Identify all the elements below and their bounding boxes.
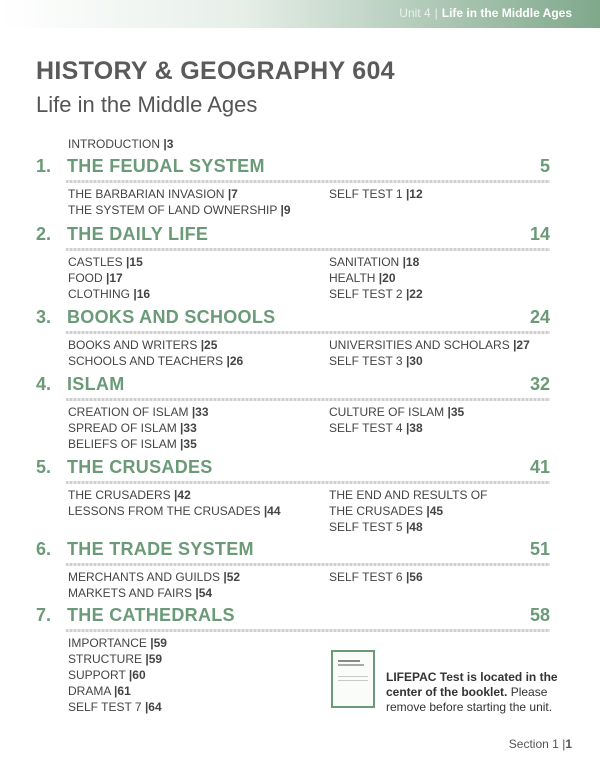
toc-entry-page: |15 — [126, 255, 143, 269]
toc-entry-page: |54 — [195, 586, 213, 600]
toc-entry-page: |30 — [405, 354, 423, 368]
section-number: 1. — [36, 156, 52, 176]
section-title: ISLAM — [67, 374, 125, 394]
section-divider — [66, 398, 550, 401]
toc-entry[interactable] — [68, 683, 167, 699]
toc-entry-page: |18 — [402, 255, 420, 269]
toc-entry-label: CLOTHING — [68, 287, 131, 301]
toc-entry[interactable] — [68, 353, 243, 369]
toc-entry-label: SELF TEST 1 — [329, 187, 403, 201]
section-page-number: 41 — [529, 457, 550, 477]
toc-entry[interactable] — [68, 202, 291, 218]
toc-entry-page: |17 — [106, 271, 123, 285]
section-heading[interactable] — [36, 224, 550, 248]
footer-separator: | — [562, 737, 566, 751]
header-text — [399, 6, 572, 20]
toc-entry-page: |9 — [280, 203, 291, 217]
toc-entry[interactable] — [68, 635, 167, 651]
toc-entry[interactable] — [329, 503, 487, 519]
section-heading[interactable] — [36, 539, 550, 563]
toc-entry-page: |25 — [200, 338, 218, 352]
section-number: 2. — [36, 224, 52, 244]
toc-entry-label: THE SYSTEM OF LAND OWNERSHIP — [68, 203, 278, 217]
toc-entry[interactable] — [329, 254, 423, 270]
toc-entry-page: |64 — [144, 700, 162, 714]
toc-entry-page: |7 — [227, 187, 238, 201]
toc-entry[interactable] — [68, 186, 291, 202]
entries-column-left — [68, 569, 240, 601]
section-number: 3. — [36, 307, 52, 327]
toc-entry-label: SCHOOLS AND TEACHERS — [68, 354, 224, 368]
toc-entry-label: THE CRUSADERS — [68, 488, 171, 502]
entries-column-left — [68, 254, 150, 302]
toc-entry[interactable] — [68, 404, 209, 420]
introduction-entry[interactable] — [68, 137, 173, 151]
toc-entry-label: MARKETS AND FAIRS — [68, 586, 193, 600]
toc-entry[interactable] — [68, 436, 209, 452]
section-3 — [36, 307, 550, 368]
toc-entry-page: |26 — [226, 354, 244, 368]
header-unit: Unit 4 — [399, 6, 431, 20]
section-title: THE FEUDAL SYSTEM — [67, 156, 265, 176]
section-2 — [36, 224, 550, 301]
toc-entry[interactable] — [68, 503, 281, 519]
section-title: THE CATHEDRALS — [67, 605, 235, 625]
toc-entry-page: |35 — [180, 437, 197, 451]
toc-entry[interactable] — [68, 585, 240, 601]
toc-entry-label: BELIEFS OF ISLAM — [68, 437, 177, 451]
page-footer — [509, 737, 572, 751]
toc-entry-label: SANITATION — [329, 255, 400, 269]
toc-entry-page: |60 — [128, 668, 146, 682]
entries-column-right — [329, 487, 487, 535]
entries-column-right — [329, 186, 423, 202]
toc-entry[interactable] — [329, 270, 423, 286]
page-subtitle: Life in the Middle Ages — [36, 92, 258, 117]
toc-entry-label: UNIVERSITIES AND SCHOLARS — [329, 338, 510, 352]
toc-entry-label: HEALTH — [329, 271, 376, 285]
toc-entry-page: |20 — [378, 271, 396, 285]
section-divider — [66, 331, 550, 334]
section-title: BOOKS AND SCHOOLS — [67, 307, 276, 327]
header-title: Life in the Middle Ages — [441, 6, 572, 20]
section-divider — [66, 629, 550, 632]
entries-column-left — [68, 635, 167, 715]
section-page-number: 51 — [529, 539, 550, 559]
toc-entry-page: |45 — [426, 504, 444, 518]
toc-entry-label: SELF TEST 5 — [329, 520, 403, 534]
toc-entry[interactable] — [68, 337, 243, 353]
section-title: THE TRADE SYSTEM — [67, 539, 254, 559]
toc-entry[interactable] — [68, 667, 167, 683]
toc-entry-label: BOOKS AND WRITERS — [68, 338, 198, 352]
lifepac-note-rest: Please remove before starting the unit. — [386, 685, 553, 714]
toc-entry[interactable] — [329, 519, 487, 535]
section-heading[interactable] — [36, 156, 550, 180]
footer-label: Section 1 — [508, 737, 559, 751]
toc-entry-label: FOOD — [68, 271, 103, 285]
toc-entry-label: CULTURE OF ISLAM — [329, 405, 445, 419]
toc-entry-page: |42 — [174, 488, 191, 502]
toc-entry-label: SELF TEST 7 — [68, 700, 142, 714]
section-title: THE DAILY LIFE — [67, 224, 209, 244]
toc-entry-label: CASTLES — [68, 255, 123, 269]
toc-entry-label: DRAMA — [68, 684, 111, 698]
toc-entry-label: THE BARBARIAN INVASION — [68, 187, 225, 201]
toc-entry-label: STRUCTURE — [68, 652, 142, 666]
section-number: 7. — [36, 605, 52, 625]
toc-entry-label: SPREAD OF ISLAM — [68, 421, 177, 435]
entries-column-right — [329, 404, 464, 436]
section-divider — [66, 180, 550, 183]
section-page-number: 24 — [529, 307, 550, 327]
section-6 — [36, 539, 550, 600]
toc-entry-page: |33 — [180, 421, 197, 435]
toc-entry-page: |12 — [405, 187, 423, 201]
footer-page-number: 1 — [565, 737, 572, 751]
toc-entry[interactable] — [68, 699, 167, 715]
toc-entry-label: SELF TEST 2 — [329, 287, 403, 301]
header-bar — [0, 0, 600, 28]
toc-entry[interactable] — [329, 404, 464, 420]
toc-entry-page: |22 — [405, 287, 423, 301]
entries-column-right — [329, 254, 423, 302]
section-heading[interactable] — [36, 605, 550, 629]
toc-entry-label: SUPPORT — [68, 668, 126, 682]
toc-entry-label: THE CRUSADES — [329, 504, 424, 518]
section-1 — [36, 156, 550, 217]
toc-entry[interactable] — [68, 254, 150, 270]
toc-entry-page: |27 — [513, 338, 530, 352]
section-divider — [66, 481, 550, 484]
entries-column-left — [68, 186, 291, 218]
toc-entry[interactable] — [68, 270, 150, 286]
toc-entry-page: |59 — [145, 652, 163, 666]
lifepac-note-bold: LIFEPAC Test is located in the center of the booklet. — [386, 670, 558, 699]
toc-entry-page: |59 — [150, 636, 167, 650]
section-page-number: 58 — [529, 605, 550, 625]
toc-entry[interactable] — [68, 651, 167, 667]
lifepac-note — [331, 650, 581, 712]
toc-entry[interactable] — [329, 569, 423, 585]
toc-entry-label: SELF TEST 6 — [329, 570, 403, 584]
toc-entry-label: IMPORTANCE — [68, 636, 147, 650]
toc-entry[interactable] — [68, 420, 209, 436]
toc-entry[interactable] — [329, 487, 487, 503]
introduction-label: INTRODUCTION — [68, 137, 160, 151]
section-number: 5. — [36, 457, 52, 477]
page-title: HISTORY & GEOGRAPHY 604 — [36, 57, 395, 85]
introduction-page: |3 — [163, 137, 174, 151]
toc-entry-page: |61 — [114, 684, 131, 698]
toc-entry-label: MERCHANTS AND GUILDS — [68, 570, 221, 584]
section-heading[interactable] — [36, 374, 550, 398]
toc-entry-page: |38 — [405, 421, 423, 435]
section-5 — [36, 457, 550, 534]
toc-entry-page: |33 — [191, 405, 209, 419]
entries-column-left — [68, 404, 209, 452]
section-number: 6. — [36, 539, 52, 559]
section-divider — [66, 248, 550, 251]
section-4 — [36, 374, 550, 451]
entries-column-right — [329, 337, 530, 369]
toc-entry[interactable] — [329, 353, 530, 369]
section-number: 4. — [36, 374, 52, 394]
toc-entry[interactable] — [68, 487, 281, 503]
toc-entry-page: |48 — [405, 520, 423, 534]
booklet-thumbnail — [331, 650, 375, 708]
toc-entry[interactable] — [329, 186, 423, 202]
section-page-number: 5 — [539, 156, 550, 176]
section-title: THE CRUSADES — [67, 457, 213, 477]
toc-entry[interactable] — [329, 420, 464, 436]
toc-entry-page: |35 — [447, 405, 465, 419]
section-heading[interactable] — [36, 457, 550, 481]
toc-entry-label: CREATION OF ISLAM — [68, 405, 189, 419]
section-divider — [66, 563, 550, 566]
lifepac-note-text — [386, 670, 586, 715]
toc-entry-page: |44 — [263, 504, 281, 518]
toc-entry-label: THE END AND RESULTS OF — [329, 488, 488, 502]
header-separator: | — [434, 6, 438, 20]
entries-column-right — [329, 569, 423, 585]
toc-entry-label: LESSONS FROM THE CRUSADES — [68, 504, 261, 518]
section-heading[interactable] — [36, 307, 550, 331]
toc-entry[interactable] — [329, 337, 530, 353]
toc-entry[interactable] — [68, 569, 240, 585]
toc-entry-page: |56 — [405, 570, 423, 584]
toc-entry[interactable] — [329, 286, 423, 302]
section-page-number: 14 — [529, 224, 550, 244]
toc-entry-label: SELF TEST 4 — [329, 421, 403, 435]
toc-entry[interactable] — [68, 286, 150, 302]
entries-column-left — [68, 337, 243, 369]
section-page-number: 32 — [529, 374, 550, 394]
toc-entry-label: SELF TEST 3 — [329, 354, 403, 368]
toc-entry-page: |52 — [223, 570, 241, 584]
toc-entry-page: |16 — [133, 287, 151, 301]
entries-column-left — [68, 487, 281, 519]
